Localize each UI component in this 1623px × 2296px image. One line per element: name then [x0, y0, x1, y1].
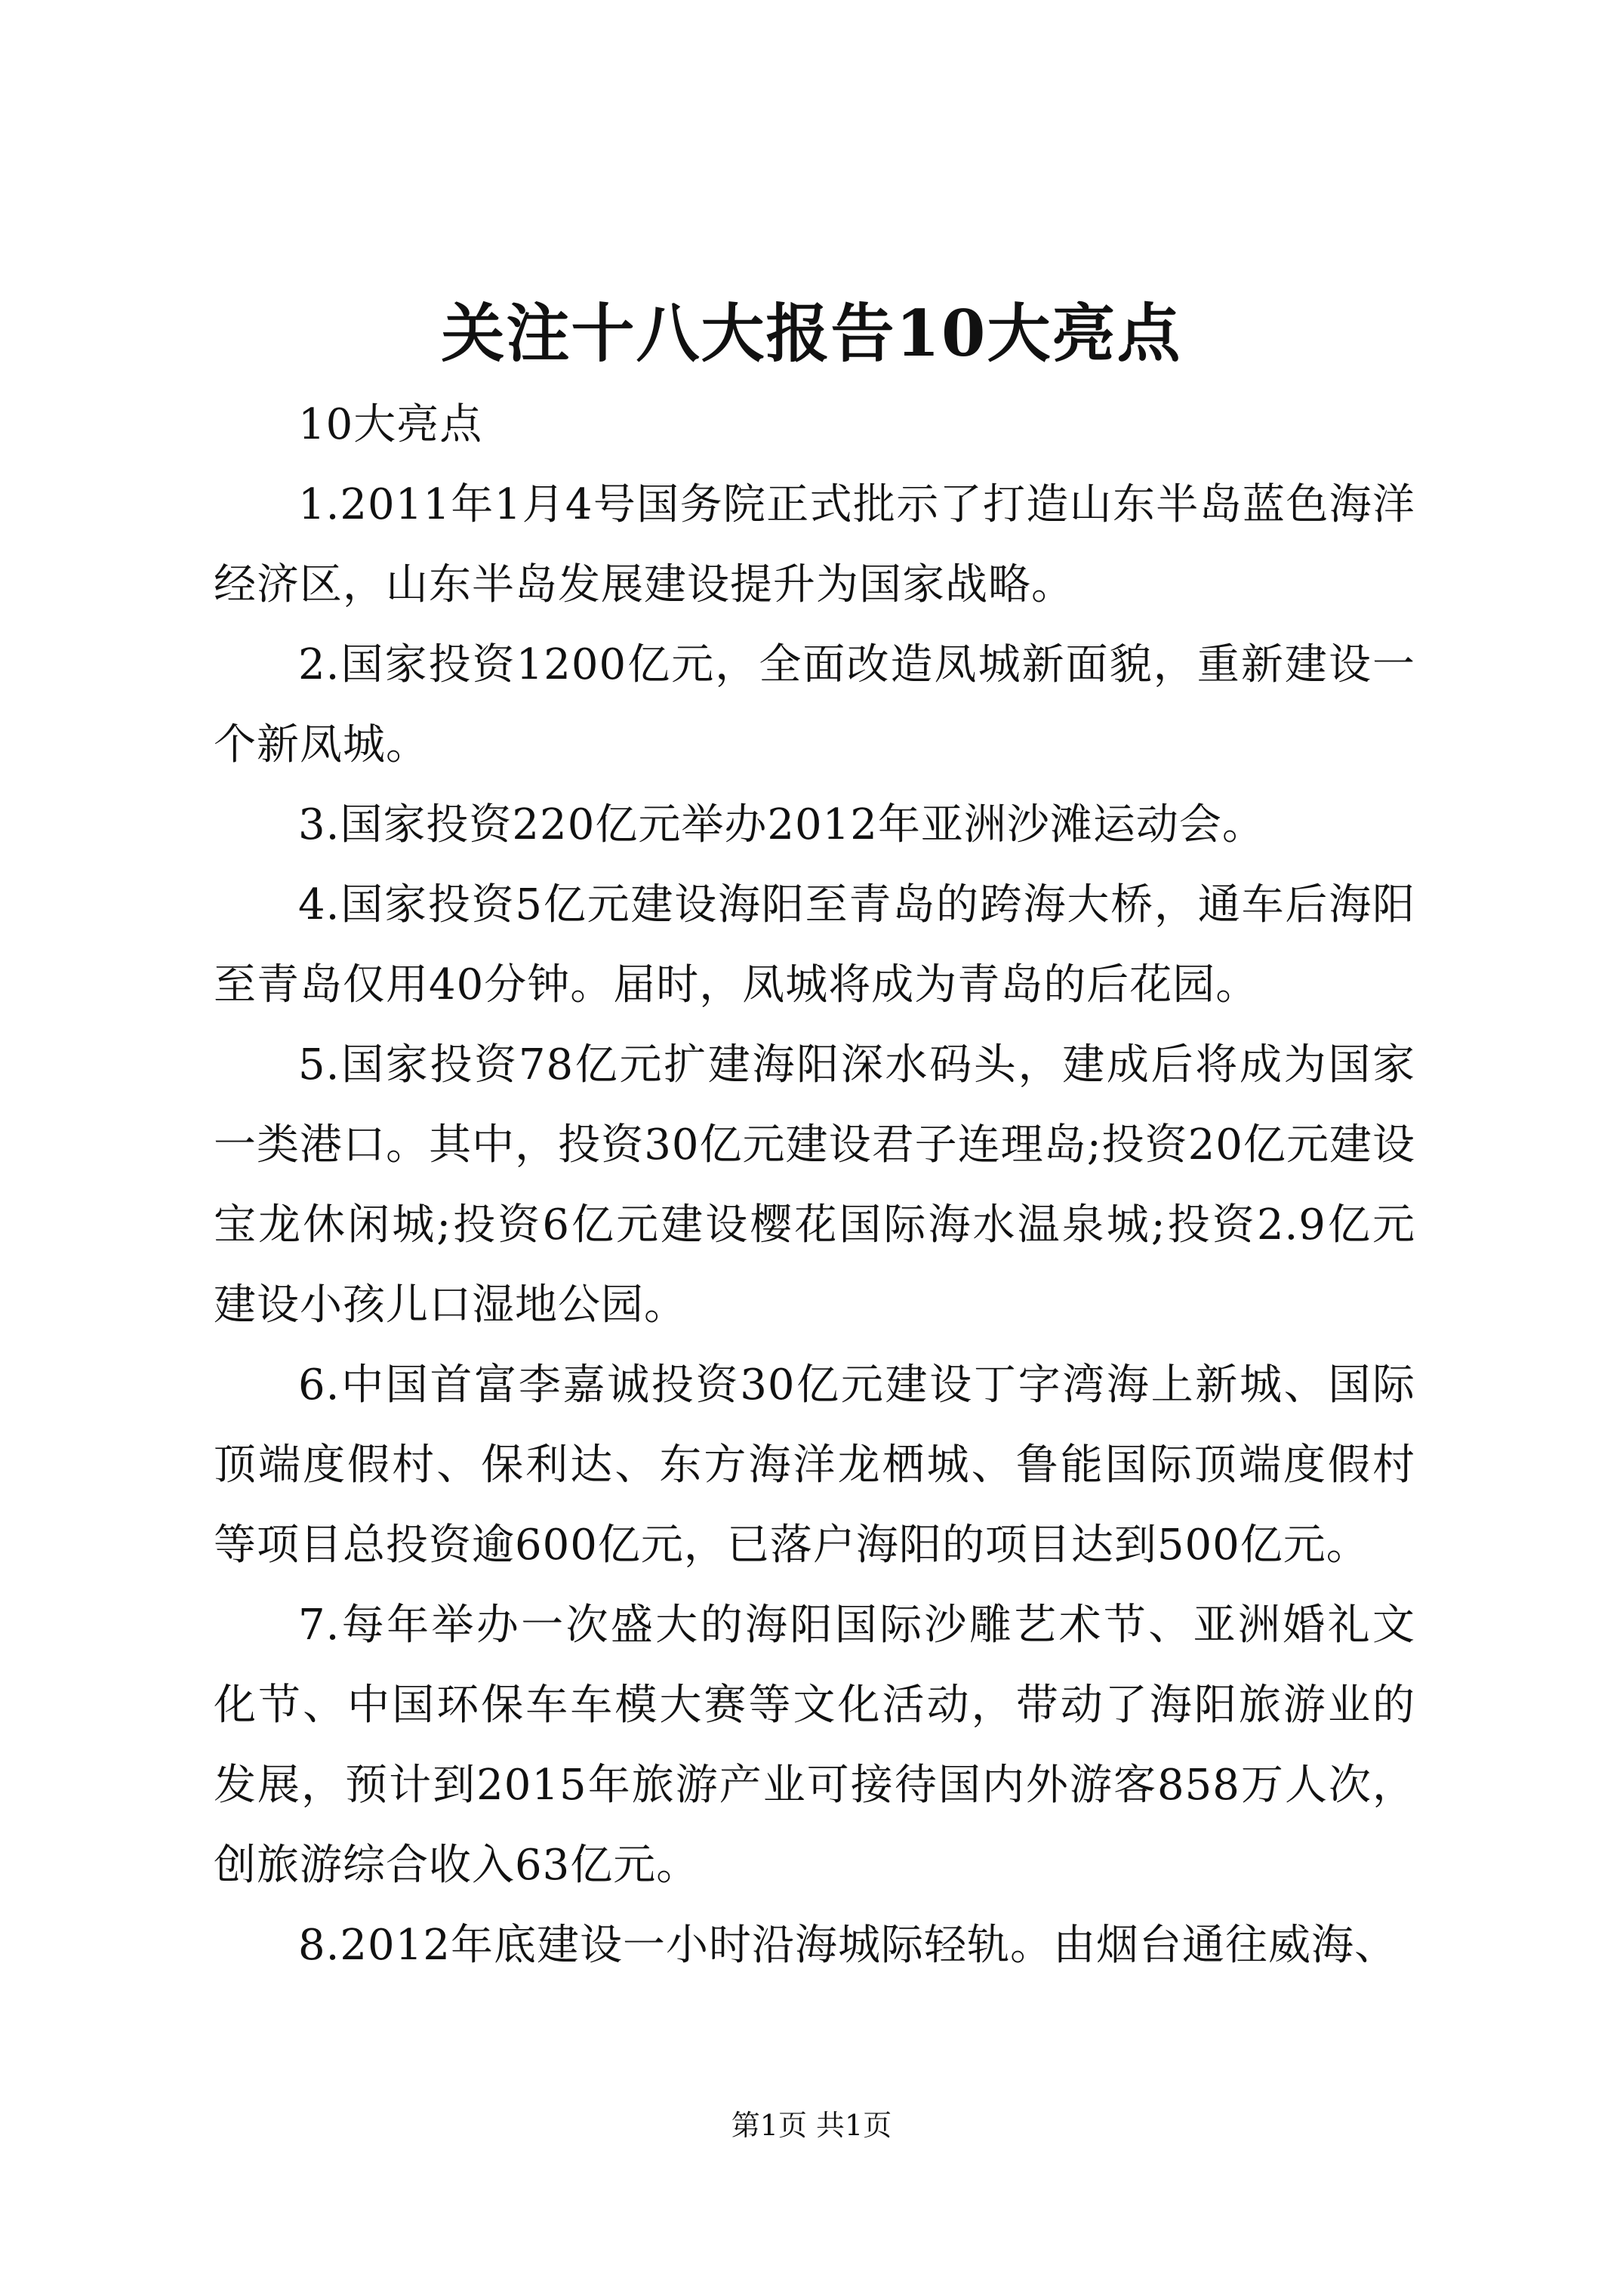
paragraph-item-4: 4.国家投资5亿元建设海阳至青岛的跨海大桥，通车后海阳至青岛仅用40分钟。届时，凤城将成为青岛的后花园。: [214, 880, 1415, 1009]
paragraph-intro: 10大亮点: [298, 400, 483, 449]
paragraph-item-6: 6.中国首富李嘉诚投资30亿元建设丁字湾海上新城、国际顶端度假村、保利达、东方海洋龙栖城、鲁能国际顶端度假村等项目总投资逾600亿元，已落户海阳的项目达到500亿元。: [214, 1361, 1415, 1570]
paragraph-item-8: 8.2012年底建设一小时沿海城际轻轨。由烟台通往威海、: [298, 1921, 1397, 1970]
document-title: 关注十八大报告10大亮点: [441, 296, 1182, 371]
page-footer: 第1页 共1页: [731, 2109, 892, 2142]
paragraph-item-1: 1.2011年1月4号国务院正式批示了打造山东半岛蓝色海洋经济区，山东半岛发展建设提升为国家战略。: [214, 480, 1415, 609]
paragraph-item-3: 3.国家投资220亿元举办2012年亚洲沙滩运动会。: [298, 800, 1265, 849]
paragraph-item-7: 7.每年举办一次盛大的海阳国际沙雕艺术节、亚洲婚礼文化节、中国环保车车模大赛等文化活动，带动了海阳旅游业的发展，预计到2015年旅游产业可接待国内外游客858万人次，创旅游综合收入63亿元。: [214, 1601, 1415, 1890]
paragraph-item-5: 5.国家投资78亿元扩建海阳深水码头，建成后将成为国家一类港口。其中，投资30亿元建设君子连理岛;投资20亿元建设宝龙休闲城;投资6亿元建设樱花国际海水温泉城;投资2.9亿元建设小孩儿口湿地公园。: [214, 1040, 1415, 1330]
paragraph-item-2: 2.国家投资1200亿元，全面改造凤城新面貌，重新建设一个新凤城。: [214, 640, 1415, 769]
document-body: [214, 385, 1415, 1986]
